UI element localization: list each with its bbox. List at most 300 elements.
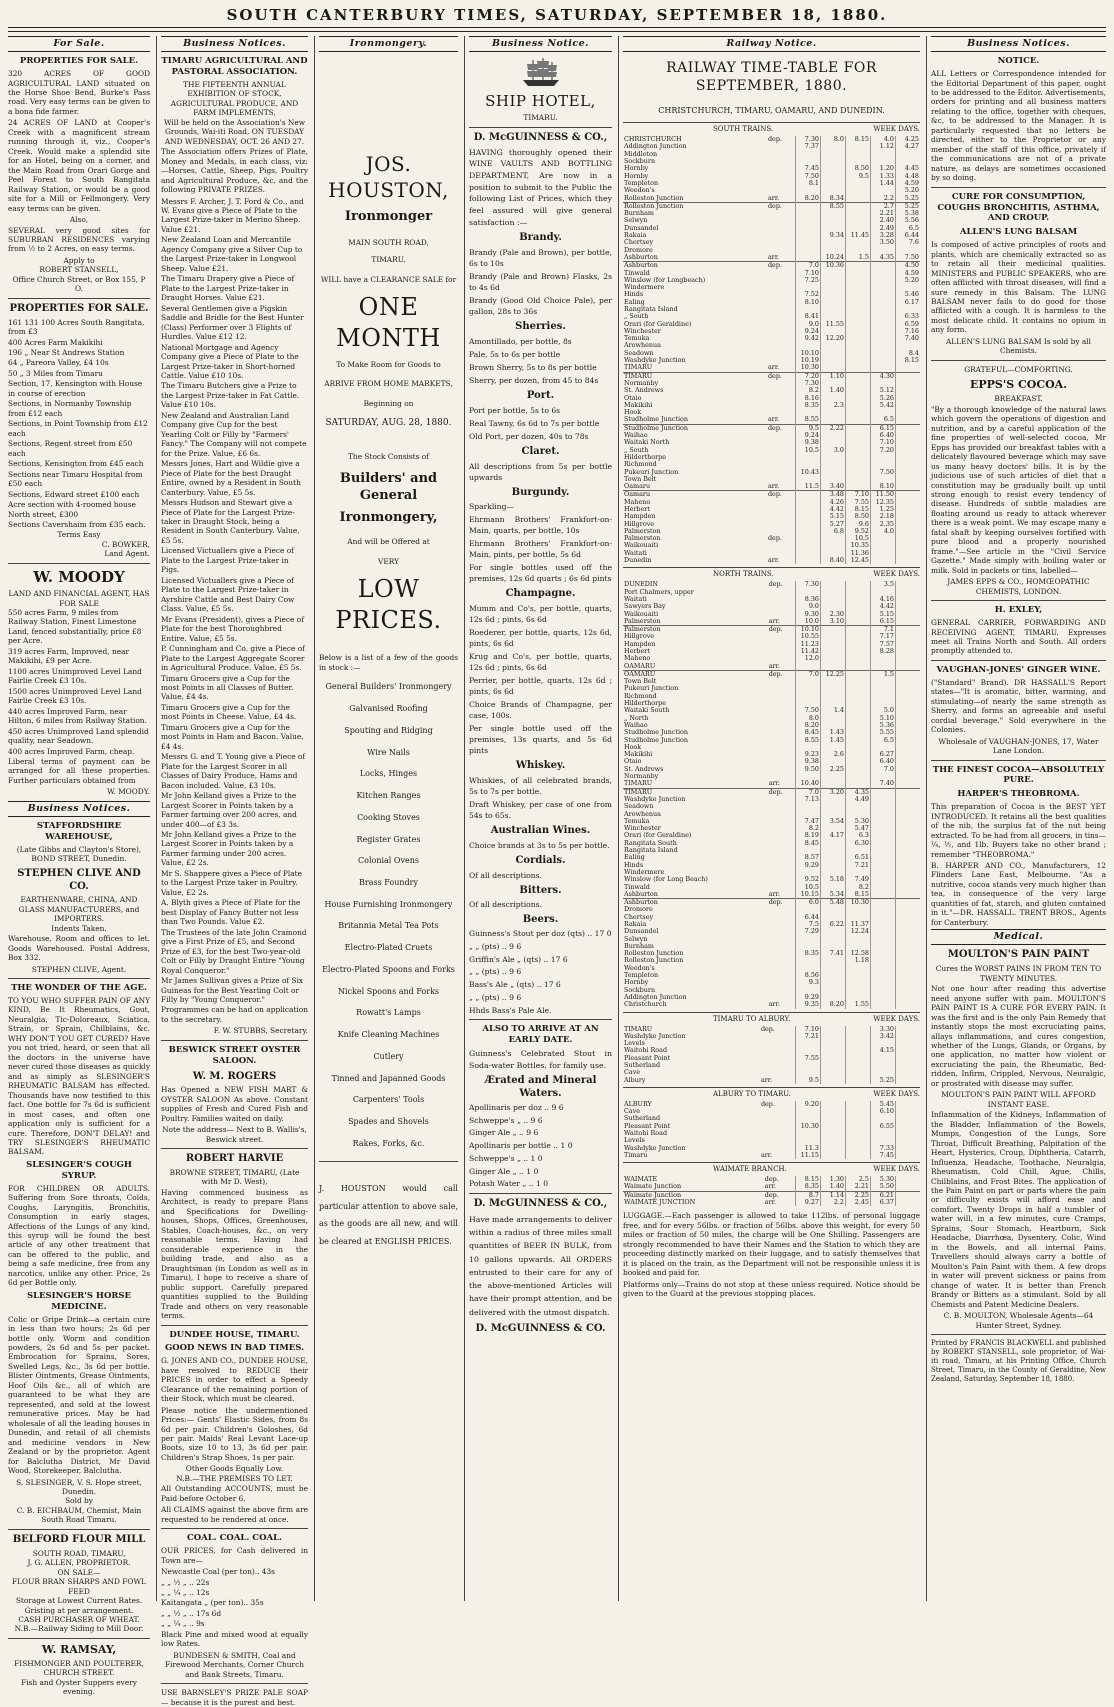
train-time <box>821 151 846 158</box>
train-time <box>846 432 871 439</box>
ad-text: Below is a list of a few of the goods in stock :— <box>319 653 458 672</box>
timetable-row <box>623 1001 920 1008</box>
timetable-row <box>623 210 920 217</box>
station-name: Waikouaiti <box>624 609 659 618</box>
train-time: 9.50 <box>796 766 821 773</box>
train-time <box>896 491 921 499</box>
train-time <box>896 581 921 588</box>
train-time: 8.15 <box>846 506 871 513</box>
train-time: 8.45 <box>796 729 821 736</box>
train-time: 8.56 <box>796 972 821 979</box>
train-time <box>896 461 921 468</box>
ad-title: Ærated and Mineral Waters. <box>484 1075 597 1100</box>
train-time: 9.42 <box>796 335 821 342</box>
station-name: Washdyke Junction <box>624 1031 686 1040</box>
train-time: 5.10 <box>871 715 896 722</box>
train-time <box>846 744 871 751</box>
timetable-row <box>623 335 920 342</box>
train-time: 12.24 <box>846 928 871 935</box>
price-item: Choice brands at 3s to 5s per bottle. <box>469 840 610 850</box>
timetable-row <box>623 291 920 298</box>
train-time <box>821 432 846 439</box>
arr-dep <box>767 506 796 513</box>
train-time: 12.0 <box>796 655 821 662</box>
arr-dep <box>767 342 796 349</box>
arr-dep <box>760 1040 796 1047</box>
train-time <box>846 1108 871 1115</box>
timaru-albury-table <box>623 1026 920 1084</box>
divider <box>931 360 1106 361</box>
train-time <box>846 335 871 342</box>
arr-dep: dep. <box>767 372 796 380</box>
train-time <box>871 678 896 685</box>
train-time: 5.55 <box>871 729 896 736</box>
train-time: 1.45 <box>821 737 846 744</box>
train-time <box>846 618 871 626</box>
train-time: 6.15 <box>871 618 896 626</box>
train-time <box>821 1040 846 1047</box>
train-time <box>821 596 846 603</box>
train-time: 11.15 <box>796 1152 821 1159</box>
ad-title: W. MOODY <box>33 567 125 586</box>
timetable-row <box>623 641 920 648</box>
arr-dep <box>767 232 796 239</box>
train-time <box>896 1176 921 1183</box>
ad-title: STEPHEN CLIVE AND CO. <box>17 867 141 892</box>
divider <box>8 298 150 299</box>
price-item: „ „ (pts) .. 9 6 <box>469 992 522 1002</box>
train-time: 1.55 <box>846 1001 871 1008</box>
arr-dep <box>767 499 796 506</box>
train-time <box>846 603 871 610</box>
train-time: 1.40 <box>821 1183 846 1191</box>
train-time: 9.24 <box>796 432 821 439</box>
train-time <box>896 972 921 979</box>
timetable-row <box>623 380 920 387</box>
train-time <box>896 432 921 439</box>
train-time <box>846 454 871 461</box>
train-time: 7.50 <box>796 173 821 180</box>
station-name: Dunsandel <box>624 223 659 232</box>
train-time: 10.5 <box>796 447 821 454</box>
train-time: 4.25 <box>896 136 921 143</box>
station-name: St. Andrews <box>624 764 664 773</box>
train-time: 12.58 <box>846 950 871 957</box>
arr-dep <box>767 447 796 454</box>
station-name: Sockburn <box>624 157 656 166</box>
station-name: Christchurch <box>624 1000 667 1009</box>
train-time <box>846 1026 871 1033</box>
station-name: Temuka <box>624 816 650 825</box>
arr-dep <box>768 596 796 603</box>
price-item: Hhds Bass's Pale Ale. <box>469 1005 552 1015</box>
train-time <box>821 270 846 277</box>
timetable-row <box>623 596 920 603</box>
goods-item: Wire Nails <box>367 747 410 757</box>
list-item: 450 acres Unimproved Land splendid quality, near Seadown. <box>8 726 149 746</box>
train-time <box>871 972 896 979</box>
train-time: 7.0 <box>796 262 821 270</box>
train-time: 11.55 <box>821 321 846 328</box>
train-time <box>871 277 896 284</box>
divider <box>931 600 1106 601</box>
station-name: Herbert <box>624 647 650 655</box>
ad-text: Apply to <box>63 255 95 265</box>
arr-dep <box>768 921 796 928</box>
train-time <box>896 542 921 549</box>
station-name: Hillgrove <box>624 519 655 528</box>
train-time <box>796 693 821 700</box>
station-name: Hilderthorpe <box>624 699 667 708</box>
train-time: 9.3 <box>796 979 821 986</box>
train-time: 7.55 <box>846 499 871 506</box>
price-item: Schweppe's „ .. 9 6 <box>469 1115 543 1125</box>
timetable-row <box>623 321 920 328</box>
ad-subtitle: Builders' and General <box>339 471 438 503</box>
goods-item: Kitchen Ranges <box>356 791 421 801</box>
train-time <box>846 700 871 707</box>
arr-dep <box>767 387 796 394</box>
divider <box>161 1683 308 1684</box>
train-time: 5.30 <box>871 1176 896 1183</box>
ad-signature: W. MOODY. <box>107 787 150 797</box>
train-time <box>896 737 921 744</box>
train-time: 10.43 <box>796 469 821 476</box>
train-time: 4.26 <box>821 499 846 506</box>
train-time <box>796 535 821 542</box>
price-item: Brandy (Pale and Brown) Flasks, 2s to 4s 6d <box>469 272 612 293</box>
station-name: Dunedin <box>624 556 652 565</box>
albury-timaru-table <box>623 1101 920 1159</box>
ad-title: ROBERT HARVIE <box>185 1153 284 1165</box>
station-name: Rakaia <box>624 919 647 928</box>
train-time <box>871 364 896 372</box>
train-time <box>896 700 921 707</box>
station-name: Windermere <box>624 867 665 876</box>
arr-dep: dep. <box>767 534 782 543</box>
goods-item: House Furnishing Ironmongery <box>324 899 453 909</box>
train-time: 6.5 <box>871 737 896 744</box>
arr-dep <box>767 291 796 298</box>
arr-dep: dep. <box>767 202 796 210</box>
timetable-row <box>623 277 920 284</box>
ad-title: SHIP HOTEL, <box>485 92 596 111</box>
train-time: 8.20 <box>796 722 821 729</box>
list-item: Sections Cavershaim from £35 each. <box>8 519 146 529</box>
timetable-row <box>623 217 920 224</box>
station-name: Port Chalmers, upper <box>624 587 694 596</box>
list-item: 400 Acres Farm Makikihi <box>8 337 103 347</box>
divider <box>931 1334 1106 1335</box>
train-time <box>821 535 846 542</box>
station-name: Levels <box>624 1136 645 1145</box>
arr-dep <box>767 335 796 342</box>
train-time: 5.45 <box>871 1101 896 1108</box>
train-time <box>821 1047 846 1054</box>
price-item: Ehrmann Brothers' Frankfort-on-Main, quarts, per bottle, 10s <box>469 515 612 536</box>
station-name: Sutherland <box>624 1060 661 1069</box>
train-time <box>871 335 896 342</box>
train-time <box>821 299 846 306</box>
train-time <box>846 416 871 424</box>
station-name: Hook <box>624 408 642 417</box>
price-item: Ginger Ale „ .. 1 0 <box>469 1166 539 1176</box>
divider <box>469 127 612 128</box>
arr-dep <box>768 685 796 692</box>
station-name: Maheno <box>624 654 651 663</box>
timetable-row <box>623 173 920 180</box>
waimate-branch-table <box>623 1176 920 1206</box>
train-time: 8.55 <box>821 202 846 210</box>
price-item: Old Port, per dozen, 40s to 78s <box>469 431 589 441</box>
ad-text: Have made arrangements to deliver within a radius of three miles small quantities of BEER IN BULK, from 10 gallons upwards. All ORDERS entrusted to their care for any of the above-mentioned Articles will have their prompt attention, and be delivered with the utmost dispatch. <box>469 1214 612 1317</box>
train-time: 10.10 <box>796 626 821 634</box>
section-heading: Ironmongery. <box>319 36 458 52</box>
train-time: 5.25 <box>896 195 921 203</box>
station-name: Hook <box>624 742 642 751</box>
train-time <box>796 217 821 224</box>
ad-text: All CLAIMS against the above firm are requested to be rendered at once. <box>161 1505 308 1524</box>
ad-title: PROPERTIES FOR SALE. <box>9 302 149 314</box>
train-time <box>871 803 896 810</box>
train-time: 9.27 <box>796 1199 821 1206</box>
train-time <box>896 416 921 424</box>
arr-dep <box>768 641 796 648</box>
arr-dep <box>767 306 796 313</box>
column-for-sale <box>4 36 154 1697</box>
train-time: 9.5 <box>846 173 871 180</box>
timetable-row <box>623 803 920 810</box>
price-item: For single bottles used off the premises, 12s 6d quarts ; 6s 6d pints <box>469 563 612 584</box>
platform-notice: Platforms only—Trains do not stop at these unless required. Notice should be given to the Guard at the previous stopping places. <box>623 1279 920 1299</box>
train-time: 8.28 <box>871 648 896 655</box>
ad-text: Storage at Lowest Current Rates. <box>15 1596 143 1606</box>
ad-text: N.B.—Railway Siding to Mill Door. <box>14 1624 144 1634</box>
train-time <box>896 589 921 596</box>
train-time: 3.5 <box>871 581 896 588</box>
train-time: 8.10 <box>796 299 821 306</box>
train-time <box>896 626 921 634</box>
column-railway-notice <box>618 36 924 1601</box>
train-time <box>846 151 871 158</box>
ad-title: H. EXLEY, <box>994 605 1043 616</box>
prize-item: P. Cunningham and Co. give a Piece of Plate to the Largest Aggregate Scorer in Agricultural Produce. Value, £5 5s. <box>161 644 305 673</box>
timetable-row <box>623 972 920 979</box>
station-name: Temuka <box>624 334 650 343</box>
train-time <box>796 513 821 520</box>
station-name: Pukeuri Junction <box>624 467 679 476</box>
station-name: „ North <box>624 713 649 722</box>
goods-item: Spades and Shovels <box>348 1117 429 1127</box>
train-time <box>821 906 846 913</box>
arr-dep <box>768 847 796 854</box>
arr-dep <box>768 950 796 957</box>
ad-title: W. RAMSAY, <box>41 1642 117 1656</box>
train-time <box>896 439 921 446</box>
train-time: 11.42 <box>796 648 821 655</box>
station-name: Pukeuri Junction <box>624 684 679 693</box>
timetable-row <box>623 780 920 788</box>
train-time <box>871 557 896 564</box>
section-heading: Medical. <box>931 929 1106 945</box>
ad-text: Liberal terms of payment can be arranged for all these properties. Further particulars obtained from <box>8 757 150 785</box>
timetable-row <box>623 1077 920 1084</box>
train-time <box>896 862 921 869</box>
price-item: Potash Water „ .. 1 0 <box>469 1179 549 1189</box>
station-name: Weedon's <box>624 963 655 972</box>
train-time <box>846 270 871 277</box>
train-time <box>871 262 896 270</box>
station-name: Cave <box>624 1107 641 1116</box>
station-name: Studholme Junction <box>624 735 688 744</box>
train-time: 6.27 <box>871 751 896 758</box>
ad-title: LOW PRICES. <box>335 575 442 634</box>
train-time <box>821 461 846 468</box>
price-item: „ „ ¼ „ .. 12s <box>161 1587 210 1597</box>
ad-text: Colic or Gripe Drink—a certain cure in less than two hours; 2s 6d per bottle only. Worm and condition powders, 2s 6d and 5s per packet. Embrocation for Sprains, Sores, Swelled Legs, &c., 3s 6d per bottle. Blister Ointments, Grease Ointments, Hoof Oils &c., all of which are guaranteed to be what they are represented, and sold at the lowest remunerative prices. May be had wholesale of all the leading houses in Dunedin, and retail of all chemists and medicine vendors in New Zealand or by the proprietor. Agent for Balclutha District, Mr David Wood, Storekeeper, Balclutha. <box>8 1314 150 1476</box>
price-item: Griffin's Ale „ (qts) .. 17 6 <box>469 954 568 964</box>
arr-dep: dep. <box>767 135 782 144</box>
arr-dep <box>768 603 796 610</box>
arr-dep <box>768 707 796 714</box>
train-time <box>821 1026 846 1033</box>
ad-title: CURE FOR CONSUMPTION, COUGHS BRONCHITIS, ASTHMA, AND CROUP. <box>937 191 1100 224</box>
train-time <box>796 506 821 513</box>
train-time <box>896 921 921 928</box>
timetable-row <box>623 758 920 765</box>
train-time <box>896 876 921 883</box>
timetable-row <box>623 439 920 446</box>
arr-dep: arr. <box>767 363 780 372</box>
train-time <box>821 1115 846 1122</box>
train-time <box>871 840 896 847</box>
goods-item: Brass Foundry <box>359 878 418 887</box>
train-time <box>821 239 846 246</box>
printer-imprint: Printed by FRANCIS BLACKWELL and published by ROBERT STANSELL, sole proprietor, of Wai-iti road, Timaru, at his Printing Office, Church Street, Timaru, in the County of Geraldine, New Zealand, Saturday, September 18, 1880. <box>931 1339 1106 1383</box>
price-section-title: Brandy. <box>519 232 562 244</box>
train-time <box>896 825 921 832</box>
train-time: 5.25 <box>871 1077 896 1084</box>
train-time <box>846 395 871 402</box>
train-time <box>846 1123 871 1130</box>
train-time: 2.25 <box>821 766 846 773</box>
station-name: Tinwald <box>624 268 650 277</box>
train-time: 7.30 <box>796 380 821 387</box>
train-time <box>846 655 871 662</box>
station-name: Palmerston <box>624 616 661 625</box>
timetable-row <box>623 936 920 943</box>
train-time <box>896 994 921 1001</box>
station-name: „ South <box>624 445 649 454</box>
ad-text: Black Pine and mixed wood at equally low Rates. <box>161 1629 308 1649</box>
train-time: 2.40 <box>871 217 896 224</box>
train-time: 7.0 <box>796 788 821 796</box>
arr-dep: dep. <box>764 1191 796 1199</box>
train-time <box>871 811 896 818</box>
ad-text: HAVING thoroughly opened their WINE VAULTS AND BOTTLING DEPARTMENT, Are now in a position to submit to the Public the following List of Prices, which they feel assured will give general satisfaction :— <box>469 147 612 227</box>
timetable-row <box>623 1108 920 1115</box>
station-name: Rolleston Junction <box>624 956 684 965</box>
station-name: Waitohi Road <box>624 1129 668 1138</box>
price-item: Whiskies, of all celebrated brands, 5s to 7s per bottle. <box>469 776 612 796</box>
station-name: WAIMATE <box>624 1175 658 1184</box>
prize-item: The Trustees of the late John Cramond give a First Prize of £5, and Second Prize of £3, for the best Two-year-old Colt or Filly by Draught Entire "Young Royal Conqueror." <box>161 927 307 975</box>
ad-signature: STEPHEN CLIVE, Agent. <box>31 964 127 974</box>
arr-dep <box>767 151 796 158</box>
train-time: 1.44 <box>871 180 896 187</box>
arr-dep <box>768 943 796 950</box>
train-time <box>896 965 921 972</box>
list-item: 1100 acres Unimproved Level Land Fairlie Creek £3 10s. <box>8 666 142 686</box>
ad-text: J. HOUSTON would call particular attention to above sale, as the goods are all new, and will be cleared at ENGLISH PRICES. <box>319 1184 458 1246</box>
train-time <box>871 979 896 986</box>
arr-dep: arr. <box>760 1075 773 1084</box>
train-time: 3.54 <box>821 818 846 825</box>
train-time <box>846 1130 871 1137</box>
train-time <box>871 899 896 907</box>
train-time <box>796 239 821 246</box>
list-item: 64 „ Pareora Valley, £4 10s <box>8 358 109 368</box>
ad-title: BELFORD FLOUR MILL <box>12 1533 146 1545</box>
train-time: 8.2 <box>796 387 821 394</box>
train-time <box>821 979 846 986</box>
train-time <box>821 1152 846 1159</box>
train-time <box>796 247 821 254</box>
ad-title: Beers. <box>522 914 559 926</box>
train-time: 2.35 <box>871 521 896 528</box>
train-time <box>871 1130 896 1137</box>
train-time: 6.44 <box>896 232 921 239</box>
beer-list <box>469 929 612 1015</box>
goods-item: Electro-Plated Cruets <box>344 943 433 953</box>
train-time: 7.10 <box>796 1026 821 1033</box>
train-time <box>896 744 921 751</box>
station-name: Washdyke Junction <box>624 1143 686 1152</box>
train-time: 12.20 <box>821 335 846 342</box>
ad-title: PROPERTIES FOR SALE. <box>19 56 139 67</box>
price-item: „ „ (pts) .. 9 6 <box>469 941 522 951</box>
train-time <box>821 803 846 810</box>
train-time <box>871 535 896 542</box>
timetable-row <box>623 1199 920 1206</box>
divider <box>469 1193 612 1194</box>
train-time: 5.36 <box>871 722 896 729</box>
ad-address: Office Church Street, or Box 155, P O. <box>12 274 146 294</box>
train-time: 7.37 <box>796 143 821 150</box>
arr-dep <box>760 1123 796 1130</box>
train-time: 7.30 <box>796 581 821 588</box>
train-time <box>871 685 896 692</box>
arr-dep <box>768 648 796 655</box>
train-time <box>821 165 846 172</box>
train-time <box>896 1123 921 1130</box>
train-time: 11.36 <box>846 550 871 557</box>
train-time <box>871 357 896 364</box>
ad-title: COAL. COAL. COAL. <box>186 1533 283 1544</box>
price-item: Brandy (Pale and Brown), per bottle, 6s to 10s <box>469 248 612 269</box>
train-time: 11.5 <box>796 483 821 491</box>
ad-role: Land Agent. <box>104 549 150 559</box>
ad-title: W. M. ROGERS <box>192 1070 277 1082</box>
train-time: 7.55 <box>796 1055 821 1062</box>
prize-item: Messrs F. Archer, J. T. Ford & Co., and W. Evans give a Piece of Plate to the Largest Prize-taker in Merino Sheep. Value £21. <box>161 196 304 234</box>
station-name: Arowhenua <box>624 341 661 350</box>
station-name: Hinds <box>624 290 644 299</box>
train-time <box>896 611 921 618</box>
ad-text: Indents Taken. <box>51 923 107 933</box>
station-name: Palmerston <box>623 626 768 634</box>
train-time <box>846 803 871 810</box>
